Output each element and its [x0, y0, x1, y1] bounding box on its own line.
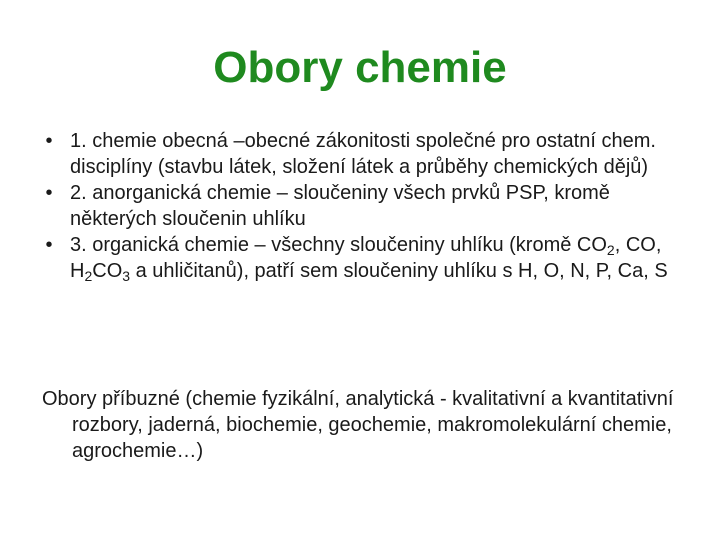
field-description: – sloučeniny všech prvků PSP, kromě některých sloučenin uhlíku — [70, 182, 610, 230]
field-description-part: CO — [92, 260, 123, 282]
bullet-dot: • — [45, 130, 53, 152]
related-fields-paragraph: Obory příbuzné (chemie fyzikální, analytická - kvalitativní a kvantitativní rozbory, jaderná, biochemie, geochemie, makromolekulární chemie, agrochemie…) — [42, 388, 674, 462]
subscript: 2 — [84, 268, 93, 284]
field-name: 2. anorganická chemie — [70, 182, 272, 204]
field-description-part: , CO, H — [70, 234, 662, 282]
bullet-list — [46, 128, 686, 284]
subscript: 3 — [122, 268, 131, 284]
bullet-organic-chemistry — [46, 232, 686, 284]
field-description: –obecné zákonitosti společné pro ostatní chem. disciplíny (stavbu látek, složení látek a průběhy chemických dějů) — [70, 130, 656, 178]
field-name: 1. chemie obecná — [70, 130, 228, 152]
bullet-dot: • — [45, 182, 53, 204]
slide-title: Obory chemie — [213, 43, 507, 92]
bullet-inorganic-chemistry — [46, 180, 686, 232]
bullet-dot: • — [45, 234, 53, 256]
field-name: 3. organická chemie — [70, 234, 249, 256]
field-description-part: – všechny sloučeniny uhlíku (kromě CO — [248, 234, 607, 256]
subscript: 2 — [606, 242, 615, 258]
bullet-general-chemistry — [46, 128, 686, 180]
field-description-part: a uhličitanů), patří sem sloučeniny uhlíku s H, O, N, P, Ca, S — [130, 260, 668, 282]
